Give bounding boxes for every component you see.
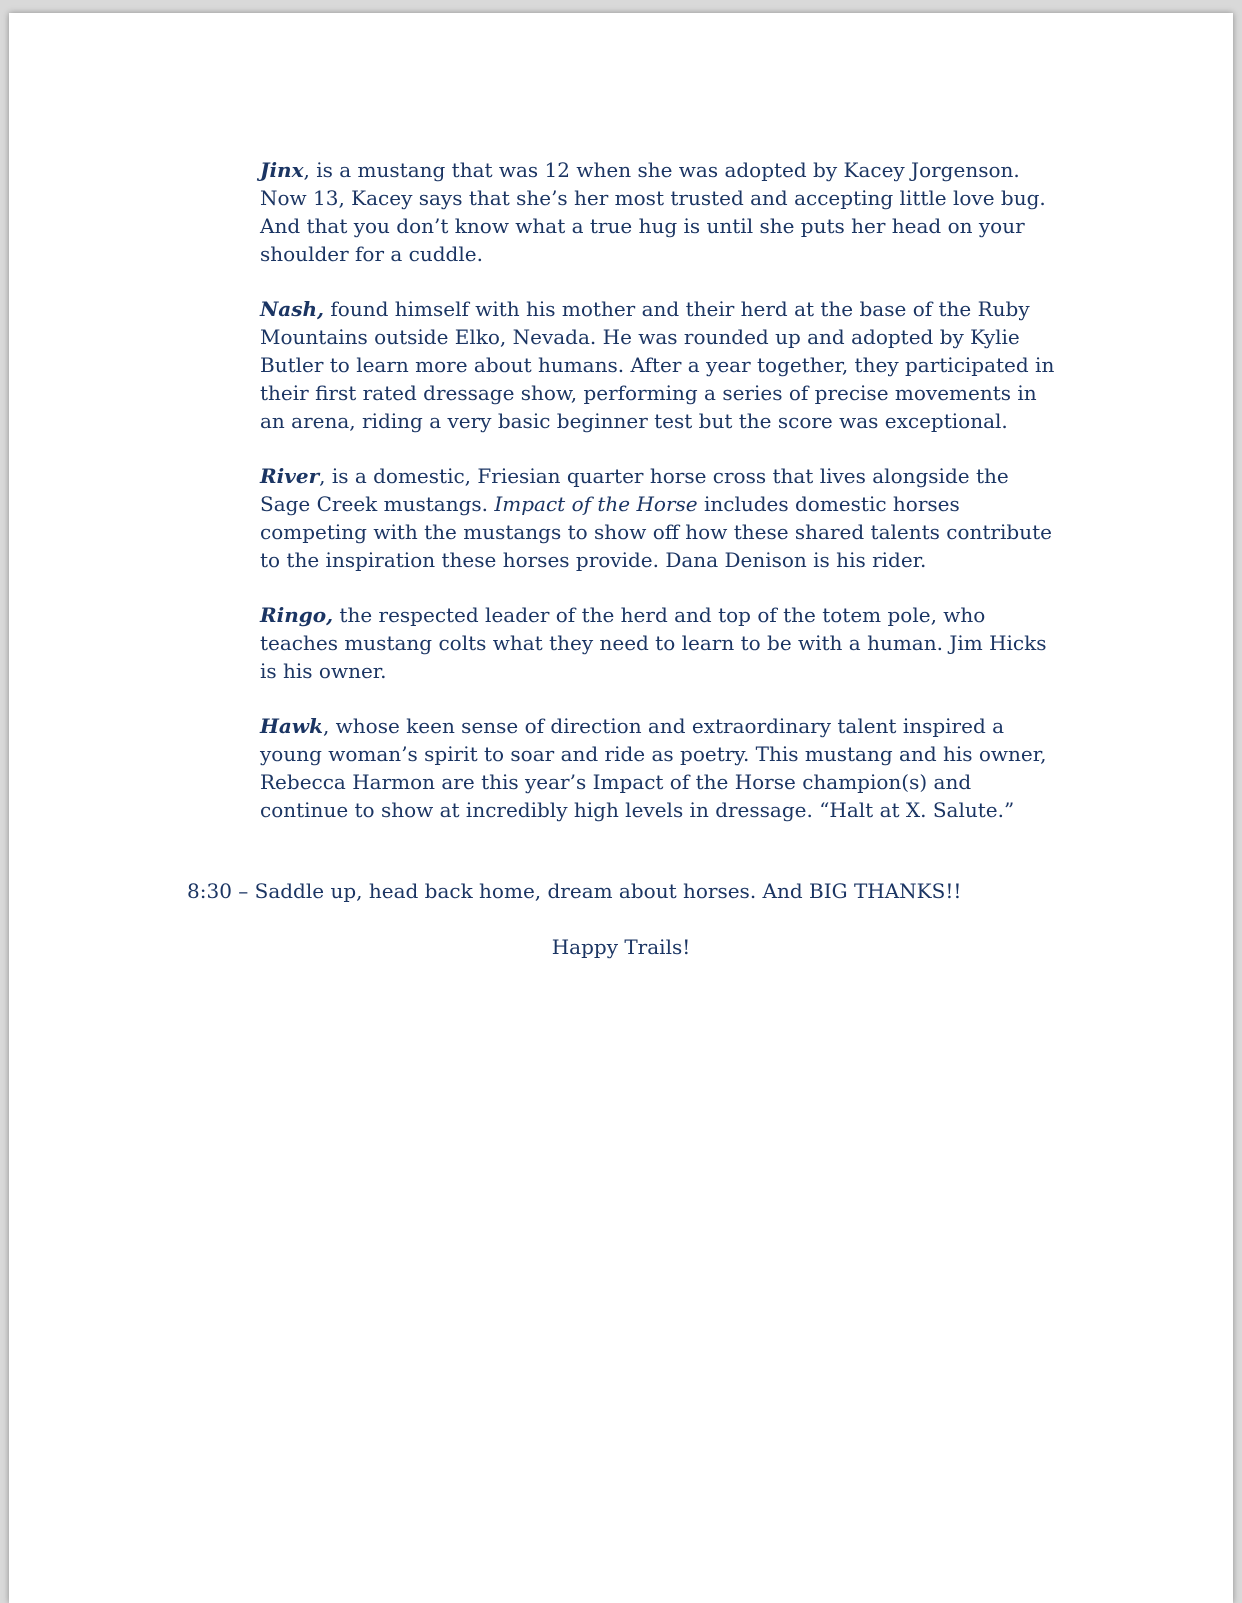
entry-text: found himself with his mother and their herd at the base of the Ruby Mountains outside Elko, Nevada. He was rounded up and adopted by Kylie Butler to learn more about humans. After a year together, they participated in their first rated dressage show, performing a series of precise movements in an arena, riding a very basic beginner test but the score was exceptional. <box>260 297 1055 433</box>
entry-ringo <box>260 601 1060 685</box>
entry-jinx <box>260 156 1060 268</box>
entry-hawk <box>260 712 1060 824</box>
horse-entries <box>260 156 1060 851</box>
horse-name: Jinx <box>260 158 304 182</box>
entry-text: , whose keen sense of direction and extraordinary talent inspired a young woman’s spirit to soar and ride as poetry. This mustang and his owner, Rebecca Harmon are this year’s Impact of the Horse champion(s) and continue to show at incredibly high levels in dressage. “Halt at X. Salute.” <box>260 714 1047 822</box>
document-page <box>9 13 1233 1603</box>
horse-name: Nash, <box>260 297 325 321</box>
entry-river <box>260 462 1060 574</box>
closing-schedule-line: 8:30 – Saddle up, head back home, dream about horses. And BIG THANKS!! <box>187 879 962 903</box>
entry-text: includes domestic horses competing with the mustangs to show off how these shared talents contribute to the inspiration these horses provide. Dana Denison is his rider. <box>260 492 1052 572</box>
entry-text: the respected leader of the herd and top of the totem pole, who teaches mustang colts what they need to learn to be with a human. Jim Hicks is his owner. <box>260 603 1047 683</box>
signoff: Happy Trails! <box>551 935 691 959</box>
event-title: Impact of the Horse <box>494 492 698 516</box>
entry-nash <box>260 295 1060 435</box>
horse-name: River <box>260 464 320 488</box>
horse-name: Ringo, <box>260 603 334 627</box>
entry-text: , is a mustang that was 12 when she was adopted by Kacey Jorgenson. Now 13, Kacey says that she’s her most trusted and accepting little love bug. And that you don’t know what a true hug is until she puts her head on your shoulder for a cuddle. <box>260 158 1046 266</box>
entry-text: , is a domestic, Friesian quarter horse cross that lives alongside the Sage Creek mustangs. <box>260 464 1009 516</box>
horse-name: Hawk <box>260 714 323 738</box>
